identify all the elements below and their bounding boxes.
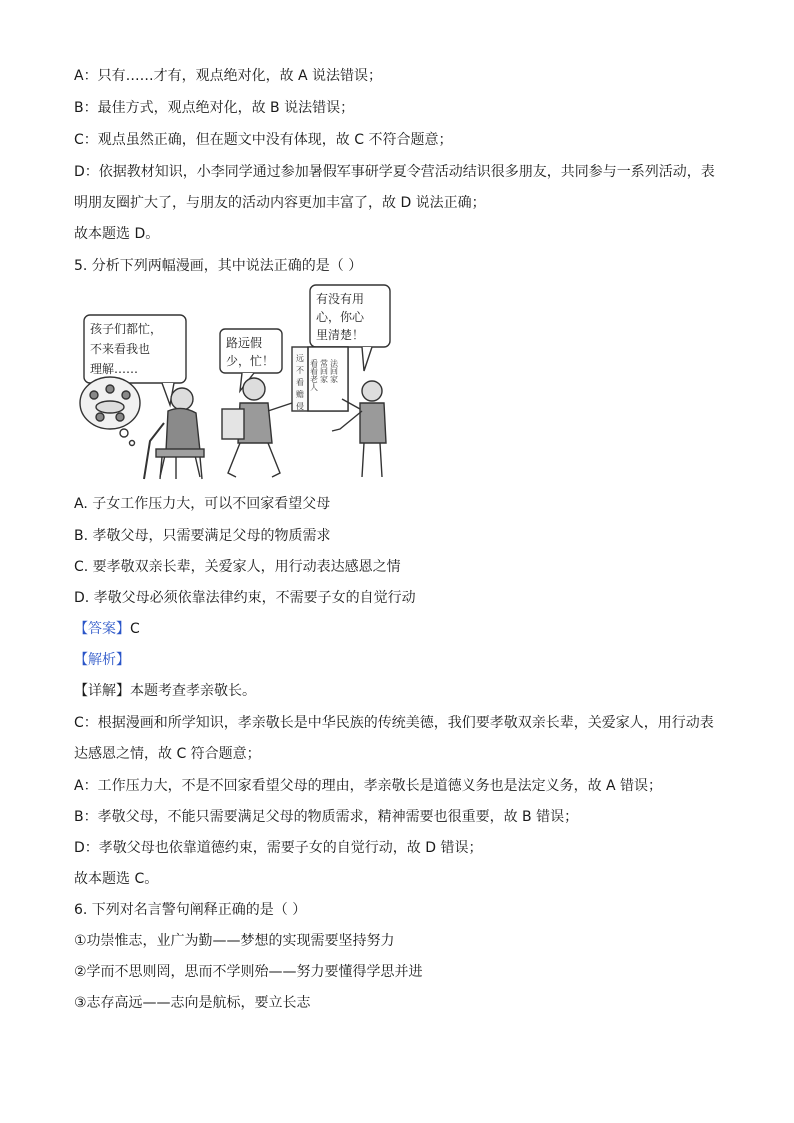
cartoon-illustration: [72, 283, 398, 483]
explain-c: C：根据漫画和所学知识，孝亲敬长是中华民族的传统美德，我们要孝敬双亲长辈，关爱家人，用行动表: [74, 715, 714, 731]
explain-c-cont: 达感恩之情，故 C 符合题意；: [74, 746, 261, 762]
option-d: D. 孝敬父母必须依靠法律约束，不需要子女的自觉行动: [74, 590, 416, 606]
bubble-left-line-2: 不来看我也: [90, 342, 151, 356]
answer-line: [74, 619, 140, 639]
conclusion-5: 故本题选 C。: [74, 871, 159, 887]
bubble-left-line-3: 理解……: [90, 362, 139, 376]
elderly-man-figure: [144, 388, 204, 479]
bubble-middle-line-1: 路远假: [226, 336, 263, 350]
item-2: ②学而不思则罔，思而不学则殆——努力要懂得学思并进: [74, 964, 423, 980]
line-c: C：观点虽然正确，但在题文中没有体现，故 C 不符合题意；: [74, 132, 453, 148]
option-a: A. 子女工作压力大，可以不回家看望父母: [74, 496, 331, 512]
option-c: C. 要孝敬双亲长辈，关爱家人，用行动表达感恩之情: [74, 559, 401, 575]
conclusion-4: 故本题选 D。: [74, 226, 160, 242]
line-a: A：只有……才有，观点绝对化，故 A 说法错误；: [74, 68, 383, 84]
book-spine-1: 远: [296, 354, 304, 363]
book-spine-5: 侵: [296, 402, 304, 411]
bubble-right-line-2: 心，你心: [316, 310, 365, 324]
explain-a: A：工作压力大，不是不回家看望父母的理由，孝亲敬长是道德义务也是法定义务，故 A 错误；: [74, 778, 663, 794]
bubble-right-line-3: 里清楚！: [316, 328, 365, 342]
book-title-col-1: 法回家: [329, 359, 339, 383]
book-spine-4: 赡: [296, 390, 304, 399]
detail-text: 本题考查孝亲敬长。: [130, 683, 256, 699]
book-spine-3: 看: [296, 378, 304, 387]
question-5: 5. 分析下列两幅漫画，其中说法正确的是（ ）: [74, 258, 363, 274]
bubble-left-line-1: 孩子们都忙，: [90, 322, 163, 336]
explain-d: D：孝敬父母也依靠道德约束，需要子女的自觉行动，故 D 错误；: [74, 840, 483, 856]
bubble-middle-line-2: 少，忙！: [226, 354, 275, 368]
book-spine-2: 不: [296, 366, 304, 375]
bubble-right-line-1: 有没有用: [316, 292, 365, 306]
answer-tag: 【答案】: [74, 621, 130, 637]
analysis-tag: 【解析】: [74, 652, 130, 668]
item-1: ①功崇惟志，业广为勤——梦想的实现需要坚持努力: [74, 933, 395, 949]
item-3: ③志存高远——志向是航标，要立长志: [74, 995, 311, 1011]
answer-value: C: [130, 621, 140, 637]
book-title-col-3: 看看老人: [309, 359, 319, 391]
line-d-cont: 明朋友圈扩大了，与朋友的活动内容更加丰富了，故 D 说法正确；: [74, 195, 486, 211]
line-b: B：最佳方式，观点绝对化，故 B 说法错误；: [74, 100, 355, 116]
option-b: B. 孝敬父母，只需要满足父母的物质需求: [74, 528, 331, 544]
detail-tag: 【详解】: [74, 683, 130, 699]
detail-line: [74, 681, 256, 701]
question-6: 6. 下列对名言警句阐释正确的是（ ）: [74, 902, 307, 918]
book-title-col-2: 常回家: [319, 359, 329, 383]
explain-b: B：孝敬父母，不能只需要满足父母的物质需求，精神需要也很重要，故 B 错误；: [74, 809, 579, 825]
line-d: D：依据教材知识，小李同学通过参加暑假军事研学夏令营活动结识很多朋友，共同参与一系列活动，表: [74, 164, 715, 180]
